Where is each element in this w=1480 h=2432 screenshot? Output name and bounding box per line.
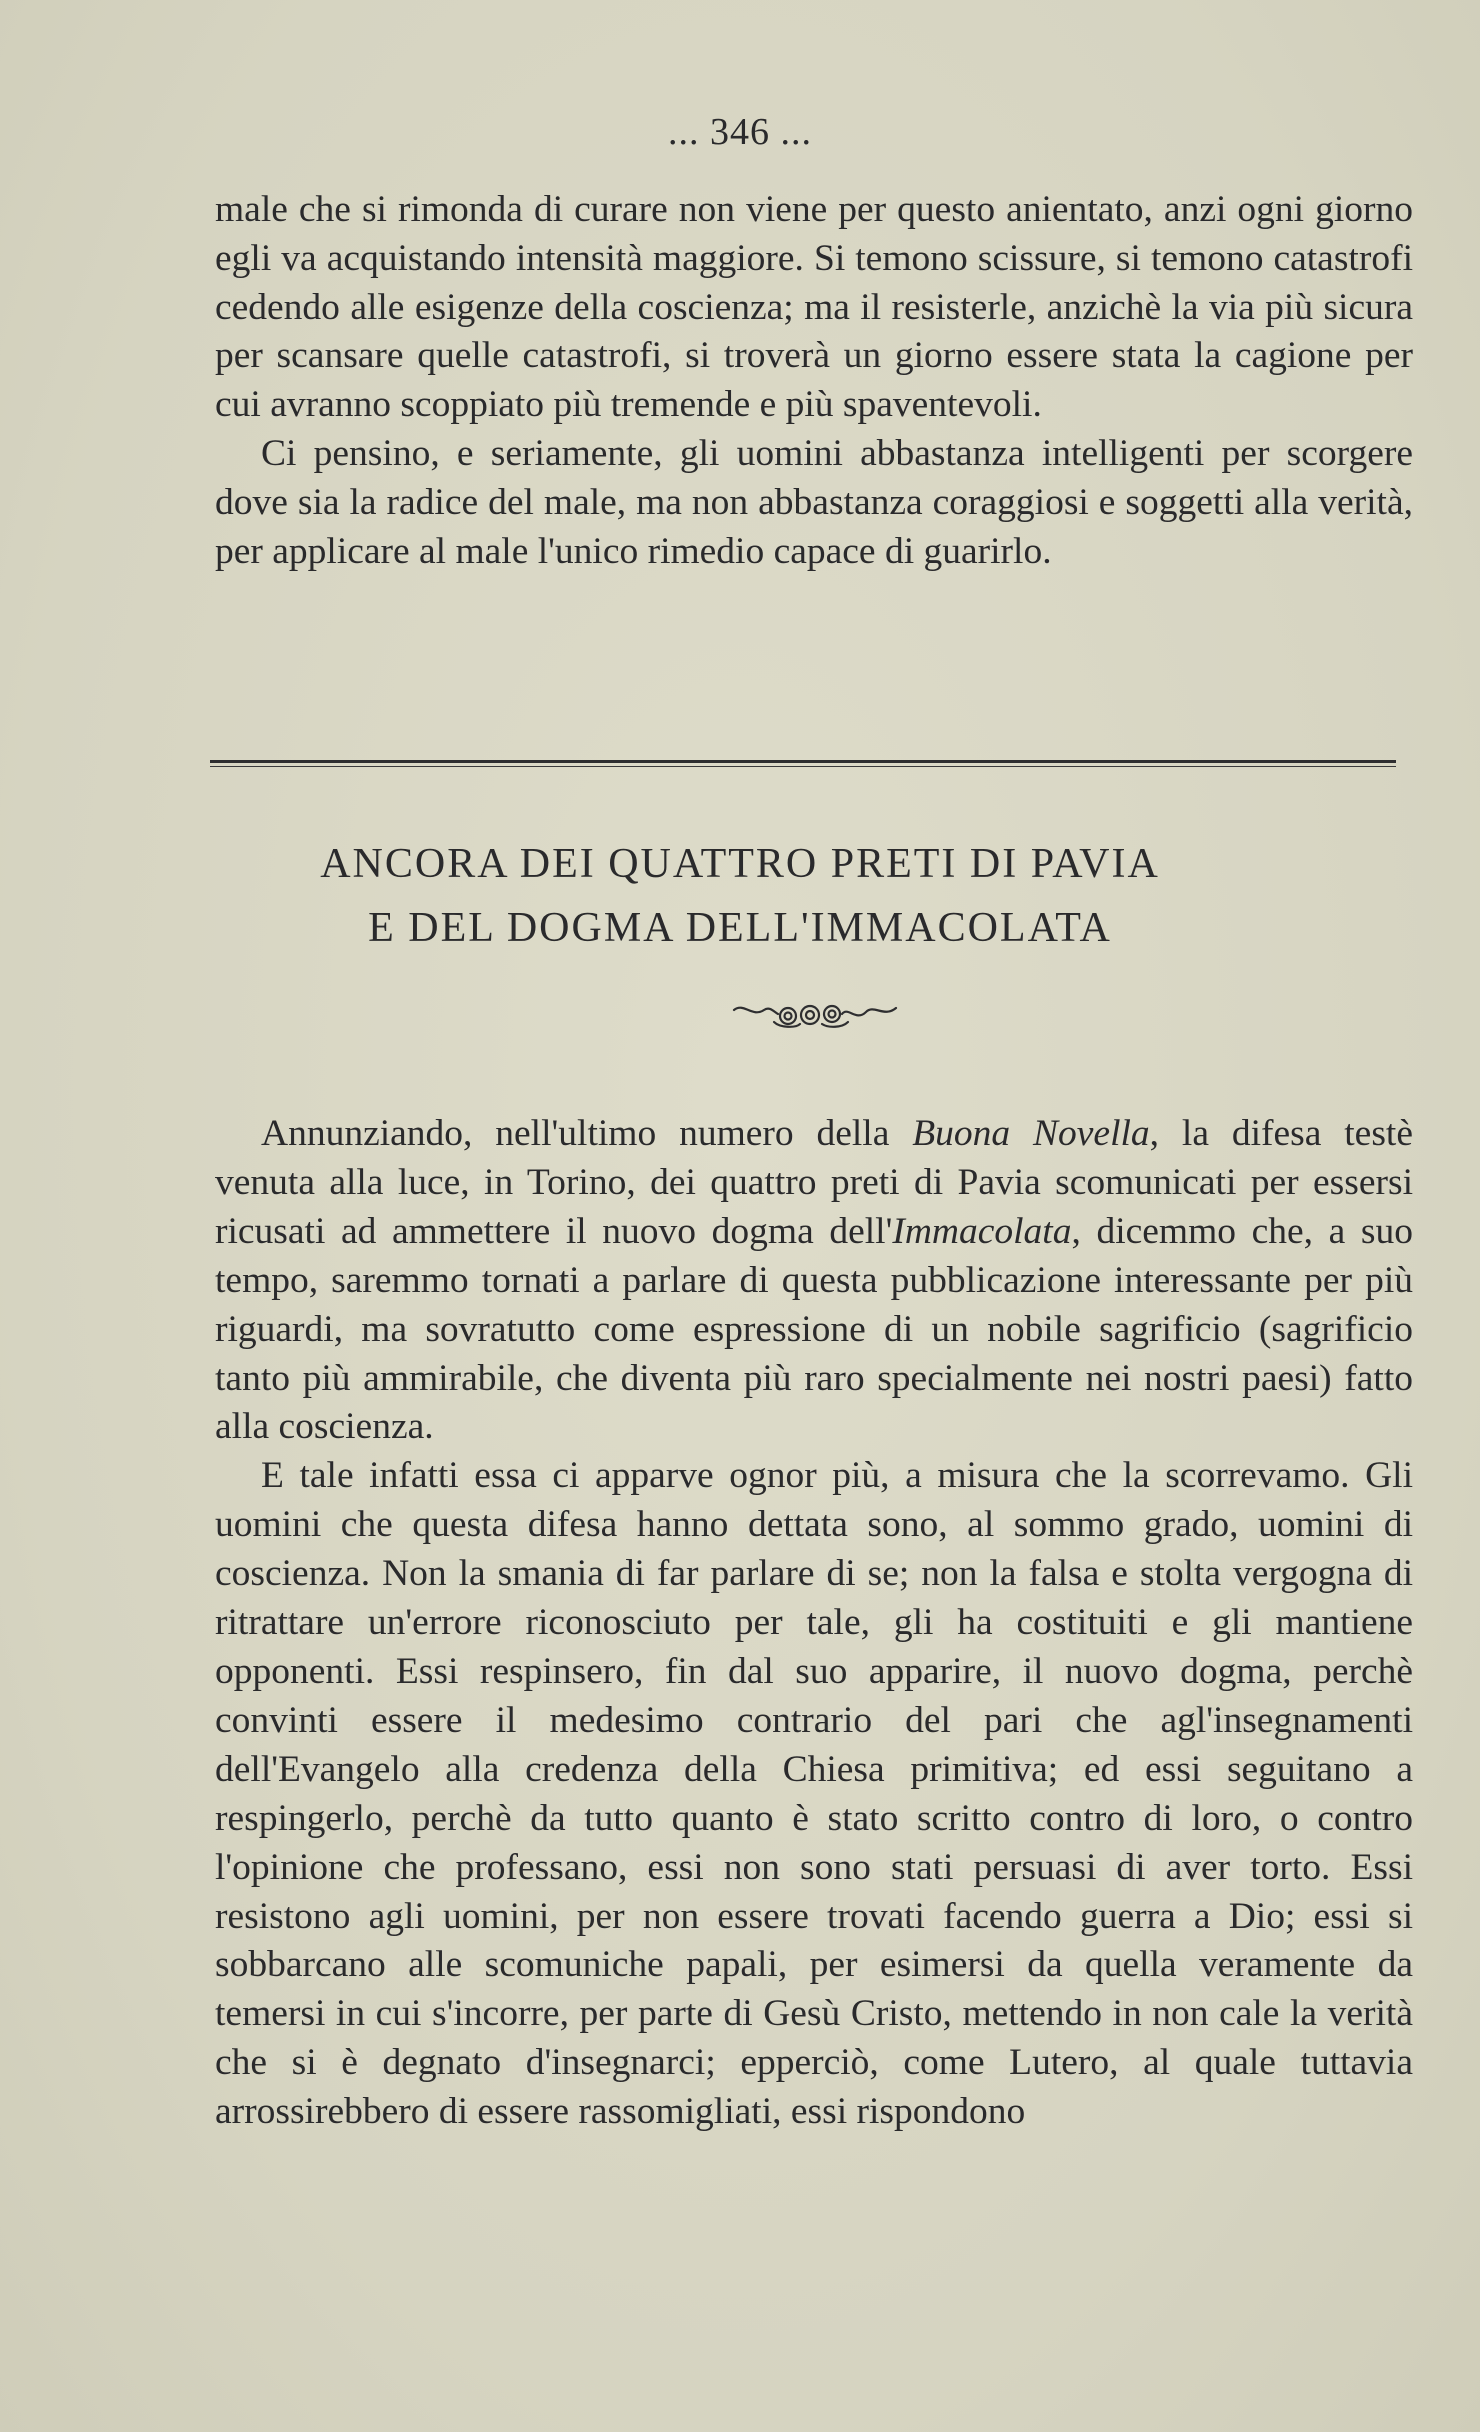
text-run: Annunziando, nell'ultimo numero della (261, 1113, 913, 1154)
section-divider (210, 760, 1396, 763)
paragraph-continued: male che si rimonda di curare non viene per questo anientato, anzi ogni giorno egli va acquistando intensità maggiore. Si temono scissure, si temono catastrofi cedendo alle esigenze della coscienza; ma il resisterle, anzichè la via più sicura per scansare quelle catastrofi, si troverà un giorno essere stata la cagione per cui avranno scoppiato più tremende e più spaventevoli. (215, 189, 1413, 426)
article-body (215, 1110, 1413, 2137)
paragraph: Ci pensino, e seriamente, gli uomini abbastanza intelligenti per scorgere dove sia la radice del male, ma non abbastanza coraggiosi e soggetti alla verità, per applicare al male l'unico rimedio capace di guarirlo. (215, 432, 1413, 572)
text-run: , dicemmo che, a suo tempo, saremmo tornati a parlare di questa pubblicazione interessante per più riguardi, ma sovratutto come espressione di un nobile sagrificio (sagrificio tanto più ammirabile, che diventa più raro specialmente nei nostri paesi) fatto alla coscienza. (215, 1210, 1413, 1448)
fleuron-ornament-icon (730, 996, 900, 1032)
paragraph: E tale infatti essa ci apparve ognor più, a misura che la scorrevamo. Gli uomini che questa difesa hanno dettata sono, al sommo grado, uomini di coscienza. Non la smania di far parlare di se; non la falsa e stolta vergogna di ritrattare un'errore riconosciuto per tale, gli ha costituiti e gli mantiene opponenti. Essi respinsero, fin dal suo apparire, il nuovo dogma, perchè convinti essere il medesimo contrario del pari che agl'insegnamenti dell'Evangelo alla credenza della Chiesa primitiva; ed essi seguitano a respingerlo, perchè da tutto quanto è stato scritto contro di loro, o contro l'opinione che professano, essi non sono stati persuasi di aver torto. Essi resistono agli uomini, per non essere trovati facendo guerra a Dio; essi si sobbarcano alle scomuniche papali, per esimersi da quella veramente da temersi in cui s'incorre, per parte di Gesù Cristo, mettendo in non cale la verità che si è degnato d'insegnarci; epperciò, come Lutero, al quale tuttavia arrossirebbero di essere rassomigliati, essi rispondono (215, 1455, 1413, 2133)
continued-text (215, 186, 1413, 576)
article-title-line-1: ANCORA DEI QUATTRO PRETI DI PAVIA (320, 841, 1160, 887)
text-run: , la difesa testè venuta alla luce, in Torino, dei quattro preti di Pavia scomunicati per essersi ricusati ad ammettere il nuovo dogma dell' (215, 1113, 1413, 1252)
paragraph (215, 1110, 1413, 1452)
publication-title: Buona Novella (912, 1113, 1150, 1154)
dogma-name: Immacolata (892, 1210, 1072, 1252)
article-title-line-2: E DEL DOGMA DELL'IMMACOLATA (368, 905, 1112, 951)
page-number: ... 346 ... (668, 111, 812, 153)
